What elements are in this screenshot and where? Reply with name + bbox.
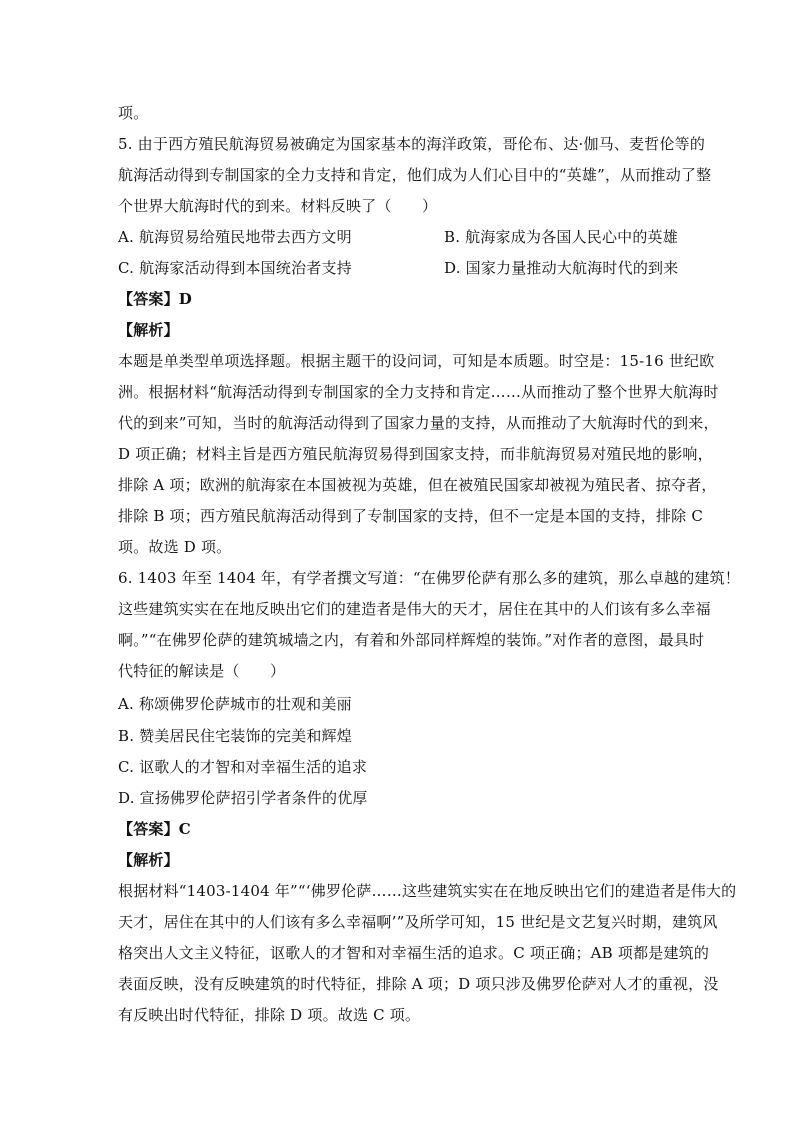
q6-analysis-line-5: 有反映出时代特征，排除 D 项。故选 C 项。	[118, 1006, 421, 1024]
q6-option-b: B. 赞美居民住宅装饰的完美和辉煌	[118, 727, 352, 745]
q6-analysis-line-4: 表面反映，没有反映建筑的时代特征，排除 A 项；D 项只涉及佛罗伦萨对人才的重视，没	[118, 975, 719, 993]
q5-analysis-line-7: 项。故选 D 项。	[118, 538, 232, 556]
q5-analysis-line-3: 代的到来”可知，当时的航海活动得到了国家力量的支持，从而推动了大航海时代的到来，	[118, 414, 719, 432]
q5-option-d: D. 国家力量推动大航海时代的到来	[444, 259, 679, 277]
q5-stem-line-1: 5. 由于西方殖民航海贸易被确定为国家基本的海洋政策，哥伦布、达·伽马、麦哲伦等的	[118, 135, 706, 153]
carry-over-text: 项。	[118, 104, 149, 122]
q6-stem-line-4: 代特征的解读是（ ）	[118, 662, 286, 680]
q6-stem-line-1: 6. 1403 年至 1404 年，有学者撰文写道：“在佛罗伦萨有那么多的建筑，那么卓越的建筑！	[118, 569, 741, 587]
q5-answer: 【答案】D	[118, 290, 193, 308]
q6-stem-line-3: 啊。”“在佛罗伦萨的建筑城墙之内，有着和外部同样辉煌的装饰。”对作者的意图，最具时	[118, 631, 705, 649]
q6-analysis-line-3: 格突出人文主义特征，讴歌人的才智和对幸福生活的追求。C 项正确；AB 项都是建筑的	[118, 944, 710, 962]
q5-option-a: A. 航海贸易给殖民地带去西方文明	[118, 228, 352, 246]
q6-analysis-label: 【解析】	[118, 851, 179, 869]
q5-analysis-line-2: 洲。根据材料“航海活动得到专制国家的全力支持和肯定……从而推动了整个世界大航海时	[118, 383, 719, 401]
q5-analysis-line-6: 排除 B 项；西方殖民航海活动得到了专制国家的支持，但不一定是本国的支持，排除 C	[118, 507, 704, 525]
q5-analysis-line-1: 本题是单类型单项选择题。根据主题干的设问词，可知是本质题。时空是：15-16 世纪欧	[118, 352, 715, 370]
q5-analysis-line-4: D 项正确；材料主旨是西方殖民航海贸易得到国家支持，而非航海贸易对殖民地的影响，	[118, 445, 713, 463]
q5-analysis-label: 【解析】	[118, 321, 179, 339]
q5-stem-line-2: 航海活动得到专制国家的全力支持和肯定，他们成为人们心目中的“英雄”，从而推动了整	[118, 166, 712, 184]
q6-option-c: C. 讴歌人的才智和对幸福生活的追求	[118, 758, 368, 776]
q6-stem-line-2: 这些建筑实实在在地反映出它们的建造者是伟大的天才，居住在其中的人们该有多么幸福	[118, 600, 711, 618]
q5-stem-line-3: 个世界大航海时代的到来。材料反映了（ ）	[118, 197, 438, 215]
q6-answer: 【答案】C	[118, 820, 191, 838]
q6-analysis-line-2: 天才，居住在其中的人们该有多么幸福啊’”及所学可知，15 世纪是文艺复兴时期，建筑风	[118, 913, 718, 931]
q6-analysis-line-1: 根据材料“1403-1404 年”“‘佛罗伦萨……这些建筑实实在在地反映出它们的建造者是伟大的	[118, 882, 737, 900]
q6-option-a: A. 称颂佛罗伦萨城市的壮观和美丽	[118, 695, 352, 713]
q5-analysis-line-5: 排除 A 项；欧洲的航海家在本国被视为英雄，但在被殖民国家却被视为殖民者、掠夺者，	[118, 476, 717, 494]
q5-option-c: C. 航海家活动得到本国统治者支持	[118, 259, 352, 277]
q5-option-b: B. 航海家成为各国人民心中的英雄	[444, 228, 678, 246]
q6-option-d: D. 宣扬佛罗伦萨招引学者条件的优厚	[118, 789, 368, 807]
